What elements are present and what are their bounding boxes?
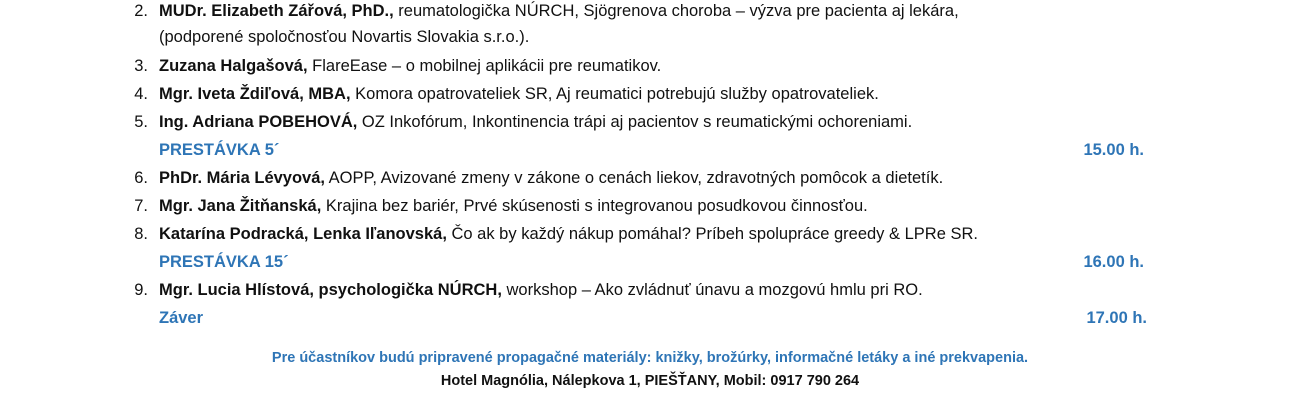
break-row-2 — [0, 249, 1300, 275]
speaker-name: Ing. Adriana POBEHOVÁ, — [159, 113, 358, 131]
item-content — [159, 165, 943, 191]
program-item-3 — [0, 53, 1300, 79]
item-number: 2. — [134, 2, 148, 20]
item-number: 3. — [134, 57, 148, 75]
item-number: 4. — [134, 85, 148, 103]
speaker-name: MUDr. Elizabeth Zářová, PhD., — [159, 2, 394, 20]
closing-time: 17.00 h. — [1086, 309, 1147, 327]
talk-description-continuation: (podporené spoločnosťou Novartis Slovakia s.r.o.). — [159, 28, 530, 46]
item-number: 9. — [134, 281, 148, 299]
item-content — [159, 53, 661, 79]
item-content — [159, 193, 868, 219]
item-content — [159, 0, 959, 24]
break-row-1 — [0, 137, 1300, 163]
speaker-name: Katarína Podracká, Lenka Iľanovská, — [159, 225, 447, 243]
promo-note: Pre účastníkov budú pripravené propagačné materiály: knižky, brožúrky, informačné letáky a iné prekvapenia. — [271, 350, 1029, 366]
item-content — [159, 109, 912, 135]
program-item-2 — [0, 0, 1300, 24]
talk-description: workshop – Ako zvládnuť únavu a mozgovú hmlu pri RO. — [501, 281, 923, 299]
program-item-4 — [0, 81, 1300, 107]
program-item-7 — [0, 193, 1300, 219]
program-item-2-continuation — [0, 24, 1300, 50]
speaker-name: Zuzana Halgašová, — [159, 57, 308, 75]
speaker-name: Mgr. Iveta Ždiľová, MBA, — [159, 85, 351, 103]
item-number: 5. — [134, 113, 148, 131]
item-content — [159, 277, 923, 303]
program-item-5 — [0, 109, 1300, 135]
break-label: PRESTÁVKA 5´ — [159, 141, 280, 159]
speaker-name: PhDr. Mária Lévyová, — [159, 169, 325, 187]
item-content — [159, 221, 978, 247]
item-content — [159, 81, 879, 107]
talk-description: FlareEase – o mobilnej aplikácii pre reumatikov. — [307, 57, 662, 75]
talk-description: Čo ak by každý nákup pomáhal? Príbeh spolupráce greedy & LPRe SR. — [446, 225, 978, 243]
closing-row — [0, 305, 1300, 331]
item-number: 8. — [134, 225, 148, 243]
talk-description: AOPP, Avizované zmeny v zákone o cenách liekov, zdravotných pomôcok a dietetík. — [325, 169, 944, 187]
program-item-9 — [0, 277, 1300, 303]
closing-label: Záver — [159, 309, 204, 327]
talk-description: OZ Inkofórum, Inkontinencia trápi aj pacientov s reumatickými ochoreniami. — [357, 113, 913, 131]
item-number: 6. — [134, 169, 148, 187]
talk-description: Komora opatrovateliek SR, Aj reumatici potrebujú služby opatrovateliek. — [350, 85, 879, 103]
item-number: 7. — [134, 197, 148, 215]
talk-description: Krajina bez bariér, Prvé skúsenosti s integrovanou posudkovou činnosťou. — [321, 197, 868, 215]
talk-description: reumatologička NÚRCH, Sjögrenova choroba – výzva pre pacienta aj lekára, — [393, 2, 959, 20]
break-time: 15.00 h. — [1083, 141, 1144, 159]
program-item-8 — [0, 221, 1300, 247]
speaker-name: Mgr. Jana Žitňanská, — [159, 197, 322, 215]
break-time: 16.00 h. — [1083, 253, 1144, 271]
program-item-6 — [0, 165, 1300, 191]
speaker-name: Mgr. Lucia Hlístová, psychologička NÚRCH, — [159, 281, 502, 299]
venue-address: Hotel Magnólia, Nálepkova 1, PIEŠŤANY, Mobil: 0917 790 264 — [440, 373, 860, 389]
break-label: PRESTÁVKA 15´ — [159, 253, 289, 271]
